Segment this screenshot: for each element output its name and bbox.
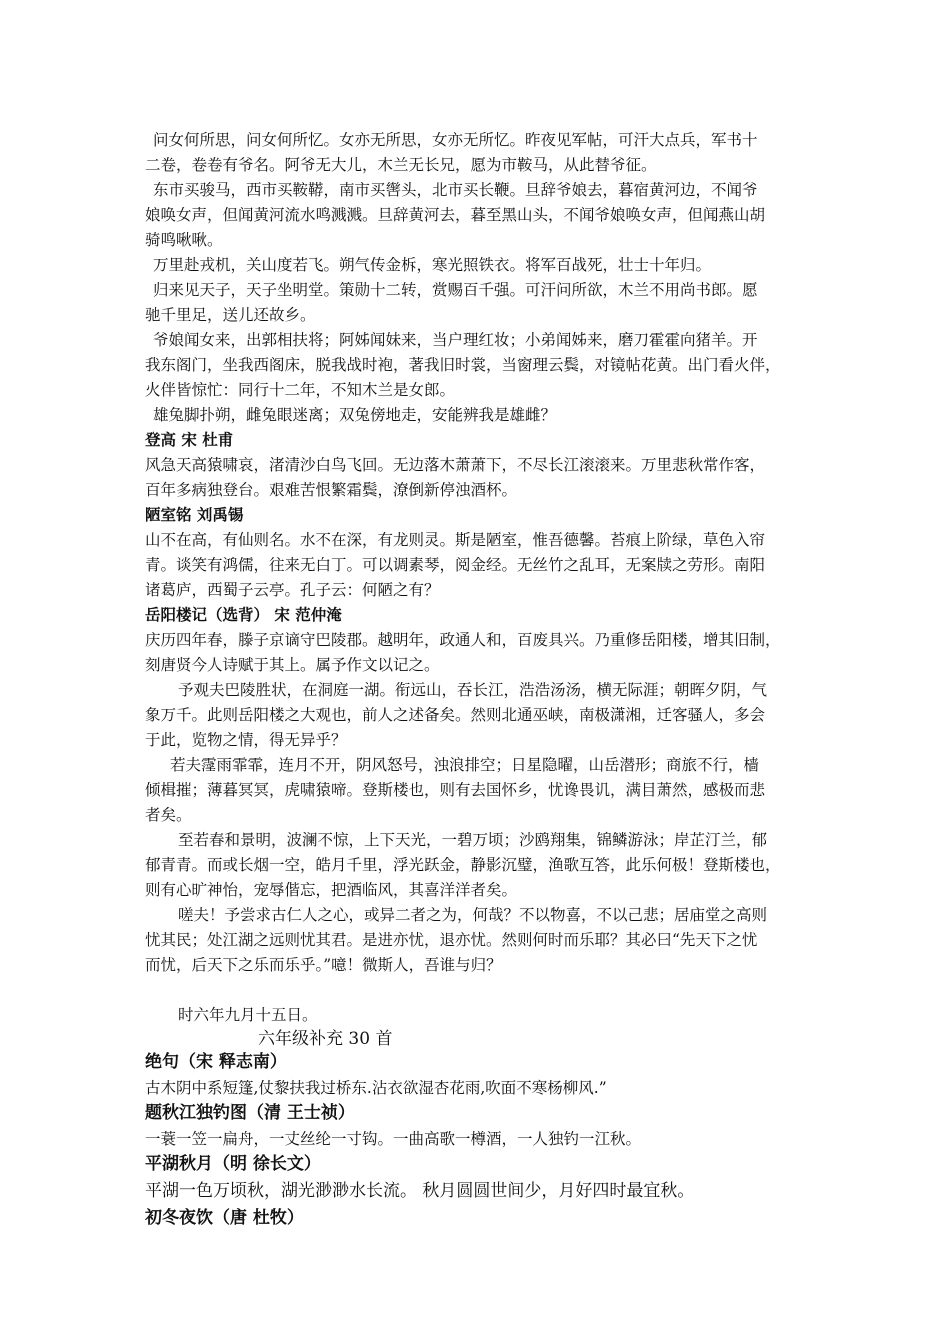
yueyanglou-line-7: 倾楫摧；薄暮冥冥，虎啸猿啼。登斯楼也，则有去国怀乡，忧谗畏讥，满目萧然，感极而悲	[145, 781, 766, 799]
mulan-line-11: 火伴皆惊忙：同行十二年，不知木兰是女郎。	[145, 381, 456, 399]
jueju-line: 古木阴中系短篷,仗黎扶我过桥东.沾衣欲湿杏花雨,吹面不寒杨柳风.”	[145, 1079, 607, 1097]
yueyanglou-line-14: 而忧，后天下之乐而乐乎。”噫！微斯人，吾谁与归？	[145, 956, 502, 974]
yueyanglou-line-2: 刻唐贤今人诗赋于其上。属予作文以记之。	[145, 656, 440, 674]
yueyanglou-line-4: 象万千。此则岳阳楼之大观也，前人之述备矣。然则北通巫峡，南极潇湘，迁客骚人，多会	[145, 706, 766, 724]
yueyanglou-line-9: 至若春和景明，波澜不惊，上下天光，一碧万顷；沙鸥翔集，锦鳞游泳；岸芷汀兰，郁	[178, 831, 768, 849]
mulan-line-9: 爷娘闻女来，出郭相扶将；阿姊闻妹来，当户理红妆；小弟闻姊来，磨刀霍霍向猪羊。开	[153, 331, 758, 349]
jueju-title: 绝句（宋 释志南）	[145, 1052, 287, 1072]
yueyanglou-line-10: 郁青青。而或长烟一空，皓月千里，浮光跃金，静影沉璧，渔歌互答，此乐何极！登斯楼也，	[145, 856, 781, 874]
mulan-line-7: 归来见天子，天子坐明堂。策勋十二转，赏赐百千强。可汗问所欲，木兰不用尚书郎。愿	[153, 281, 758, 299]
yueyanglou-date: 时六年九月十五日。	[178, 1006, 318, 1024]
yueyanglou-line-13: 忧其民；处江湖之远则忧其君。是进亦忧，退亦忧。然则何时而乐耶？其必曰“先天下之忧	[145, 931, 758, 949]
yueyanglou-line-8: 者矣。	[145, 806, 192, 824]
mulan-line-12: 雄兔脚扑朔，雌兔眼迷离；双兔傍地走，安能辨我是雄雌？	[153, 406, 557, 424]
pinghu-title: 平湖秋月（明 徐长文）	[145, 1154, 321, 1174]
yueyanglou-line-3: 予观夫巴陵胜状，在洞庭一湖。衔远山，吞长江，浩浩汤汤，横无际涯；朝晖夕阴，气	[178, 681, 768, 699]
yueyanglou-line-11: 则有心旷神怡，宠辱偕忘，把酒临风，其喜洋洋者矣。	[145, 881, 518, 899]
denggao-line-1: 风急天高猿啸哀，渚清沙白鸟飞回。无边落木萧萧下，不尽长江滚滚来。万里悲秋常作客，	[145, 456, 766, 474]
mulan-line-6: 万里赴戎机，关山度若飞。朔气传金柝，寒光照铁衣。将军百战死，壮士十年归。	[153, 256, 712, 274]
mulan-line-8: 驰千里足，送儿还故乡。	[145, 306, 316, 324]
loushiming-line-1: 山不在高，有仙则名。水不在深，有龙则灵。斯是陋室，惟吾德馨。苔痕上阶绿，草色入帘	[145, 531, 766, 549]
pinghu-line: 平湖一色万顷秋，湖光渺渺水长流。 秋月圆圆世间少，月好四时最宜秋。	[145, 1181, 695, 1201]
mulan-line-1: 问女何所思，问女何所忆。女亦无所思，女亦无所忆。昨夜见军帖，可汗大点兵，军书十	[153, 131, 758, 149]
loushiming-title: 陋室铭 刘禹锡	[145, 506, 244, 524]
yueyanglou-line-6: 若夫霪雨霏霏，连月不开，阴风怒号，浊浪排空；日星隐曜，山岳潜形；商旅不行，樯	[170, 756, 760, 774]
yueyanglou-line-1: 庆历四年春，滕子京谪守巴陵郡。越明年，政通人和，百废具兴。乃重修岳阳楼，增其旧制，	[145, 631, 781, 649]
denggao-line-2: 百年多病独登台。艰难苦恨繁霜鬓，潦倒新停浊酒杯。	[145, 481, 518, 499]
loushiming-line-2: 青。谈笑有鸿儒，往来无白丁。可以调素琴，阅金经。无丝竹之乱耳，无案牍之劳形。南阳	[145, 556, 766, 574]
qiujiang-title: 题秋江独钓图（清 王士祯）	[145, 1103, 355, 1123]
yueyanglou-line-12: 嗟夫！予尝求古仁人之心，或异二者之为，何哉？不以物喜，不以己悲；居庙堂之高则	[178, 906, 768, 924]
mulan-line-2: 二卷，卷卷有爷名。阿爷无大儿，木兰无长兄，愿为市鞍马，从此替爷征。	[145, 156, 657, 174]
qiujiang-line: 一蓑一笠一扁舟，一丈丝纶一寸钩。一曲高歌一樽酒，一人独钓一江秋。	[145, 1130, 642, 1148]
mulan-line-5: 骑鸣啾啾。	[145, 231, 223, 249]
loushiming-line-3: 诸葛庐，西蜀子云亭。孔子云：何陋之有？	[145, 581, 440, 599]
mulan-line-4: 娘唤女声，但闻黄河流水鸣溅溅。旦辞黄河去，暮至黑山头，不闻爷娘唤女声，但闻燕山胡	[145, 206, 766, 224]
chudong-title: 初冬夜饮（唐 杜牧）	[145, 1208, 304, 1228]
mulan-line-10: 我东阁门，坐我西阁床，脱我战时袍，著我旧时裳，当窗理云鬓，对镜帖花黄。出门看火伴，	[145, 356, 781, 374]
section-title: 六年级补充 30 首	[258, 1029, 393, 1049]
yueyanglou-line-5: 于此，览物之情，得无异乎？	[145, 731, 347, 749]
mulan-line-3: 东市买骏马，西市买鞍鞯，南市买辔头，北市买长鞭。旦辞爷娘去，暮宿黄河边，不闻爷	[153, 181, 758, 199]
yueyanglou-title: 岳阳楼记（选背） 宋 范仲淹	[145, 606, 342, 624]
denggao-title: 登高 宋 杜甫	[145, 431, 234, 449]
